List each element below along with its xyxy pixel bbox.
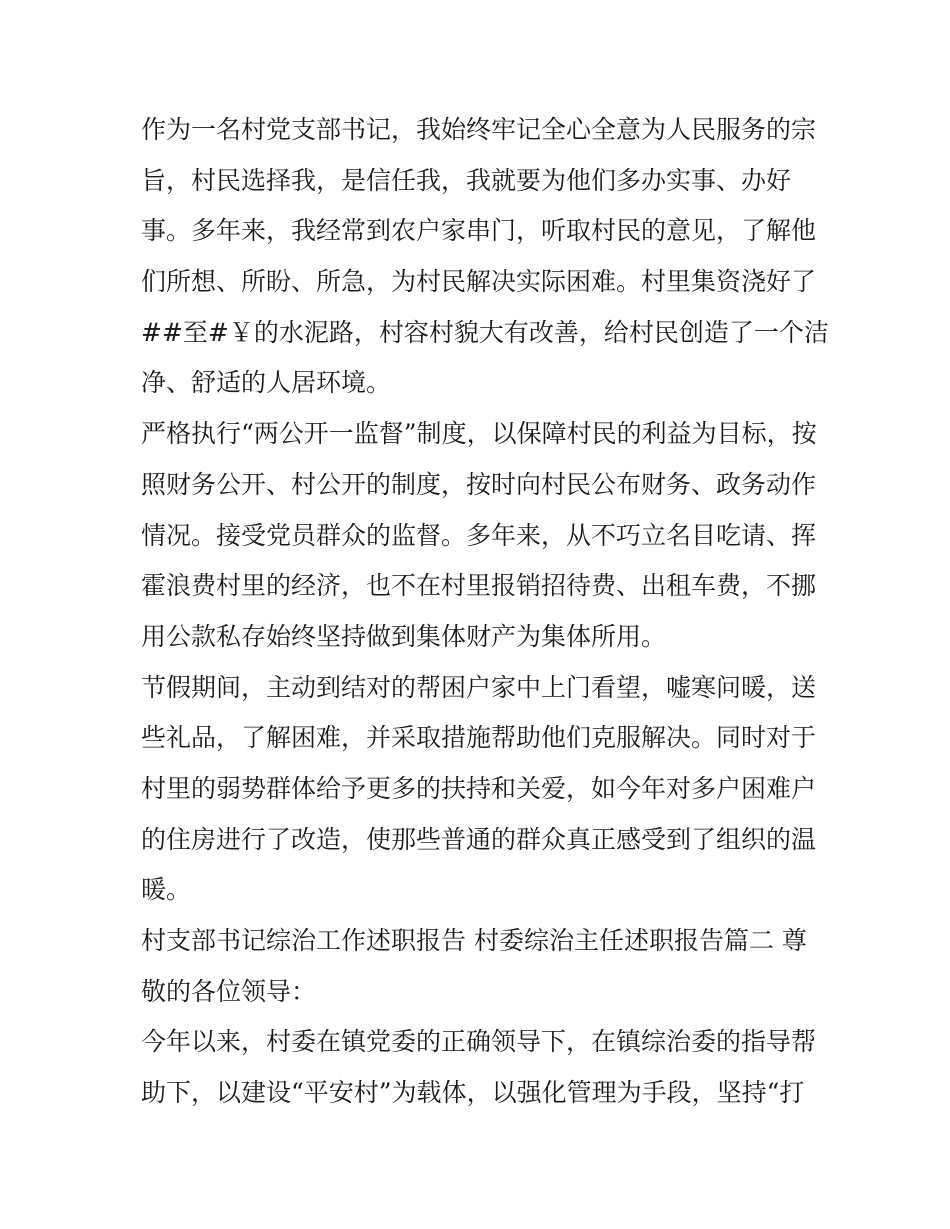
text-line: 照财务公开、村公开的制度，按时向村民公布财务、政务动作 (141, 469, 817, 499)
text-line: 严格执行“两公开一监督”制度，以保障村民的利益为目标，按 (141, 419, 817, 449)
text-line: 事。多年来，我经常到农户家串门，听取村民的意见，了解他 (141, 216, 817, 246)
text-line: 的住房进行了改造，使那些普通的群众真正感受到了组织的温 (141, 824, 817, 854)
text-line: 些礼品，了解困难，并采取措施帮助他们克服解决。同时对于 (141, 723, 817, 753)
text-line: 作为一名村党支部书记，我始终牢记全心全意为人民服务的宗 (141, 115, 817, 144)
text-line: 们所想、所盼、所急，为村民解决实际困难。村里集资浇好了 (141, 267, 817, 297)
text-line: 暖。 (141, 875, 192, 905)
text-line: 霍浪费村里的经济，也不在村里报销招待费、出租车费，不挪 (141, 571, 817, 601)
text-line: ##至#￥的水泥路，村容村貌大有改善，给村民创造了一个洁 (141, 317, 829, 347)
text-line: 旨，村民选择我，是信任我，我就要为他们多办实事、办好 (141, 165, 792, 195)
text-line: 今年以来，村委在镇党委的正确领导下，在镇综治委的指导帮 (141, 1027, 817, 1057)
text-line: 节假期间，主动到结对的帮困户家中上门看望，嘘寒问暖，送 (141, 672, 817, 702)
text-line: 村里的弱势群体给予更多的扶持和关爱，如今年对多户困难户 (141, 773, 817, 803)
text-line: 情况。接受党员群众的监督。多年来，从不巧立名目吃请、挥 (141, 520, 817, 550)
text-line: 净、舒适的人居环境。 (141, 368, 392, 398)
text-line: 用公款私存始终坚持做到集体财产为集体所用。 (141, 621, 667, 651)
text-line: 敬的各位领导： (141, 976, 317, 1006)
document-body (141, 105, 829, 1119)
text-line: 助下，以建设“平安村”为载体，以强化管理为手段，坚持“打 (141, 1078, 805, 1108)
text-line: 村支部书记综治工作述职报告 村委综治主任述职报告篇二 尊 (141, 926, 807, 955)
